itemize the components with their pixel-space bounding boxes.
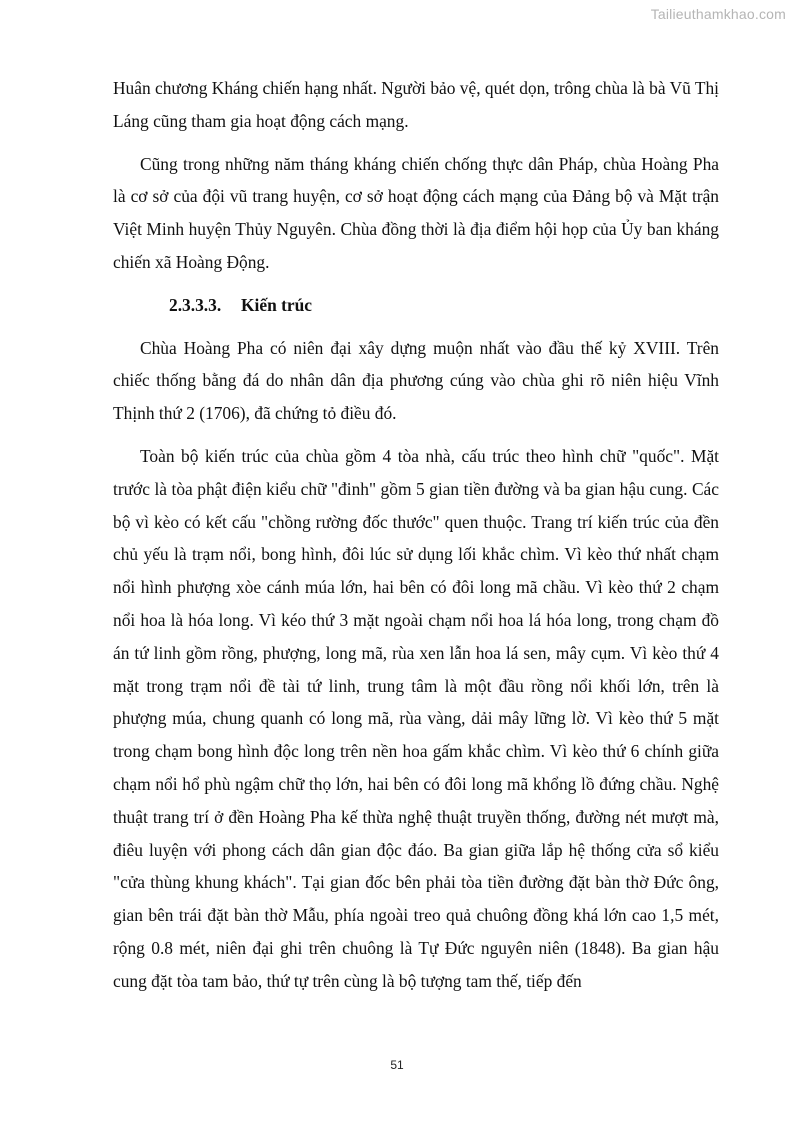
document-body xyxy=(113,72,719,1008)
page-number: 51 xyxy=(390,1058,404,1072)
paragraph-2: Cũng trong những năm tháng kháng chiến chống thực dân Pháp, chùa Hoàng Pha là cơ sở của đội vũ trang huyện, cơ sở hoạt động cách mạng của Đảng bộ và Mặt trận Việt Minh huyện Thủy Nguyên. Chùa đồng thời là địa điểm hội họp của Ủy ban kháng chiến xã Hoàng Động. xyxy=(113,153,719,272)
section-title: Kiến trúc xyxy=(241,294,312,315)
watermark-text: Tailieuthamkhao.com xyxy=(650,6,786,22)
paragraph-3: Chùa Hoàng Pha có niên đại xây dựng muộn nhất vào đầu thế kỷ XVIII. Trên chiếc thống bằng đá do nhân dân địa phương cúng vào chùa ghi rõ niên hiệu Vĩnh Thịnh thứ 2 (1706), đã chứng tỏ điều đó. xyxy=(113,337,719,424)
paragraph-1: Huân chương Kháng chiến hạng nhất. Người bảo vệ, quét dọn, trông chùa là bà Vũ Thị Láng cũng tham gia hoạt động cách mạng. xyxy=(113,78,720,131)
section-number: 2.3.3.3. xyxy=(169,294,222,315)
section-heading xyxy=(113,289,719,322)
paragraph-4: Toàn bộ kiến trúc của chùa gồm 4 tòa nhà, cấu trúc theo hình chữ "quốc". Mặt trước là tòa phật điện kiểu chữ "đinh" gồm 5 gian tiền đường và ba gian hậu cung. Các bộ vì kèo có kết cấu "chồng rường đốc thước" quen thuộc. Trang trí kiến trúc của đền chủ yếu là trạm nổi, bong hình, đôi lúc sử dụng lối khắc chìm. Vì kèo thứ nhất chạm nổi hình phượng xòe cánh múa lớn, hai bên có đôi long mã chầu. Vì kèo thứ 2 chạm nổi hoa là hóa long. Vì kéo thứ 3 mặt ngoài chạm nổi hoa lá hóa long, trong chạm đồ án tứ linh gồm rồng, phượng, long mã, rùa xen lẫn hoa lá sen, mây cụm. Vì kèo thứ 4 mặt trong trạm nổi đề tài tứ linh, trung tâm là một đầu rồng nổi khối lớn, trên là phượng múa, chung quanh có long mã, rùa vàng, dải mây lững lờ. Vì kèo thứ 5 mặt trong chạm bong hình độc long trên nền hoa gấm khắc chìm. Vì kèo thứ 6 chính giữa chạm nổi hổ phù ngậm chữ thọ lớn, hai bên có đôi long mã khổng lồ đứng chầu. Nghệ thuật trang trí ở đền Hoàng Pha kế thừa nghệ thuật truyền thống, đường nét mượt mà, điêu luyện với phong cách dân gian độc đáo. Ba gian giữa lắp hệ thống cửa sổ kiểu "cửa thùng khung khách". Tại gian đốc bên phải tòa tiền đường đặt bàn thờ Đức ông, gian bên trái đặt bàn thờ Mẫu, phía ngoài treo quả chuông đồng khá lớn cao 1,5 mét, rộng 0.8 mét, niên đại ghi trên chuông là Tự Đức nguyên niên (1848). Ba gian hậu cung đặt tòa tam bảo, thứ tự trên cùng là bộ tượng tam thế, tiếp đến xyxy=(113,445,719,991)
